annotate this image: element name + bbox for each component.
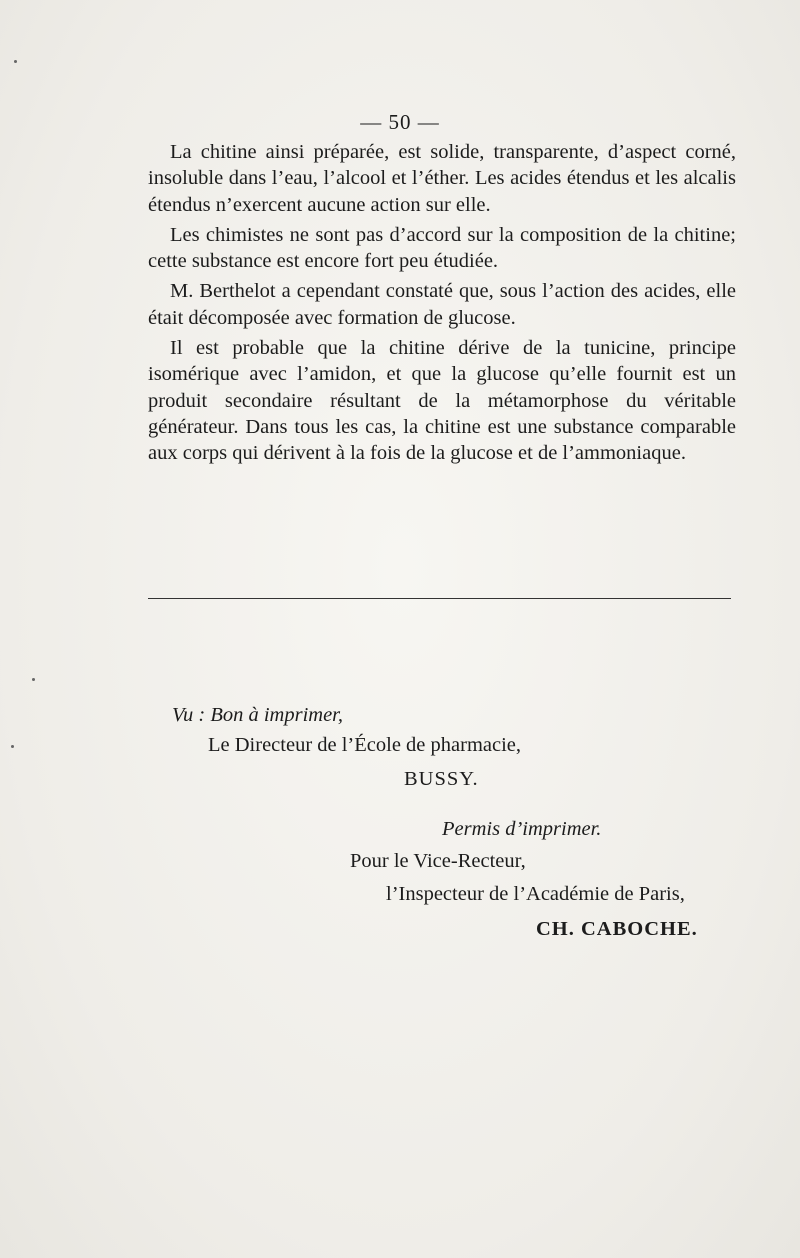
vu-bon-a-imprimer: Vu : Bon à imprimer,	[172, 704, 344, 726]
permis-d-imprimer: Permis d’imprimer.	[442, 818, 602, 840]
paper-speck	[11, 745, 14, 748]
section-divider	[148, 598, 731, 599]
director-title: Le Directeur de l’École de pharmacie,	[208, 734, 522, 756]
paragraph-3: M. Berthelot a cependant constaté que, sous l’action des acides, elle était décomposée avec formation de glucose.	[148, 280, 736, 329]
paper-speck	[14, 60, 17, 63]
page-number: — 50 —	[360, 110, 440, 134]
inspecteur-line: l’Inspecteur de l’Académie de Paris,	[386, 883, 685, 905]
paragraph-2: Les chimistes ne sont pas d’accord sur la composition de la chitine; cette substance est encore fort peu étudiée.	[148, 223, 736, 273]
paragraph-4: Il est probable que la chitine dérive de la tunicine, principe isomérique avec l’amidon, et que la glucose qu’elle fournit est un produit secondaire résultant de la métamorphose du véritable générateur. Dans tous les cas, la chitine est une substance comparable aux corps qui dérivent à la fois de la glucose et de l’ammoniaque.	[148, 337, 736, 465]
paragraph-1: La chitine ainsi préparée, est solide, transparente, d’aspect corné, insoluble dans l’eau, l’alcool et l’éther. Les acides étendus et les alcalis étendus n’exercent aucune action sur elle.	[148, 141, 736, 216]
vice-recteur-line: Pour le Vice-Recteur,	[350, 850, 526, 872]
body-text	[148, 139, 736, 471]
paper-speck	[32, 678, 35, 681]
inspecteur-name: CH. CABOCHE.	[536, 918, 698, 940]
director-name: BUSSY.	[404, 768, 479, 790]
